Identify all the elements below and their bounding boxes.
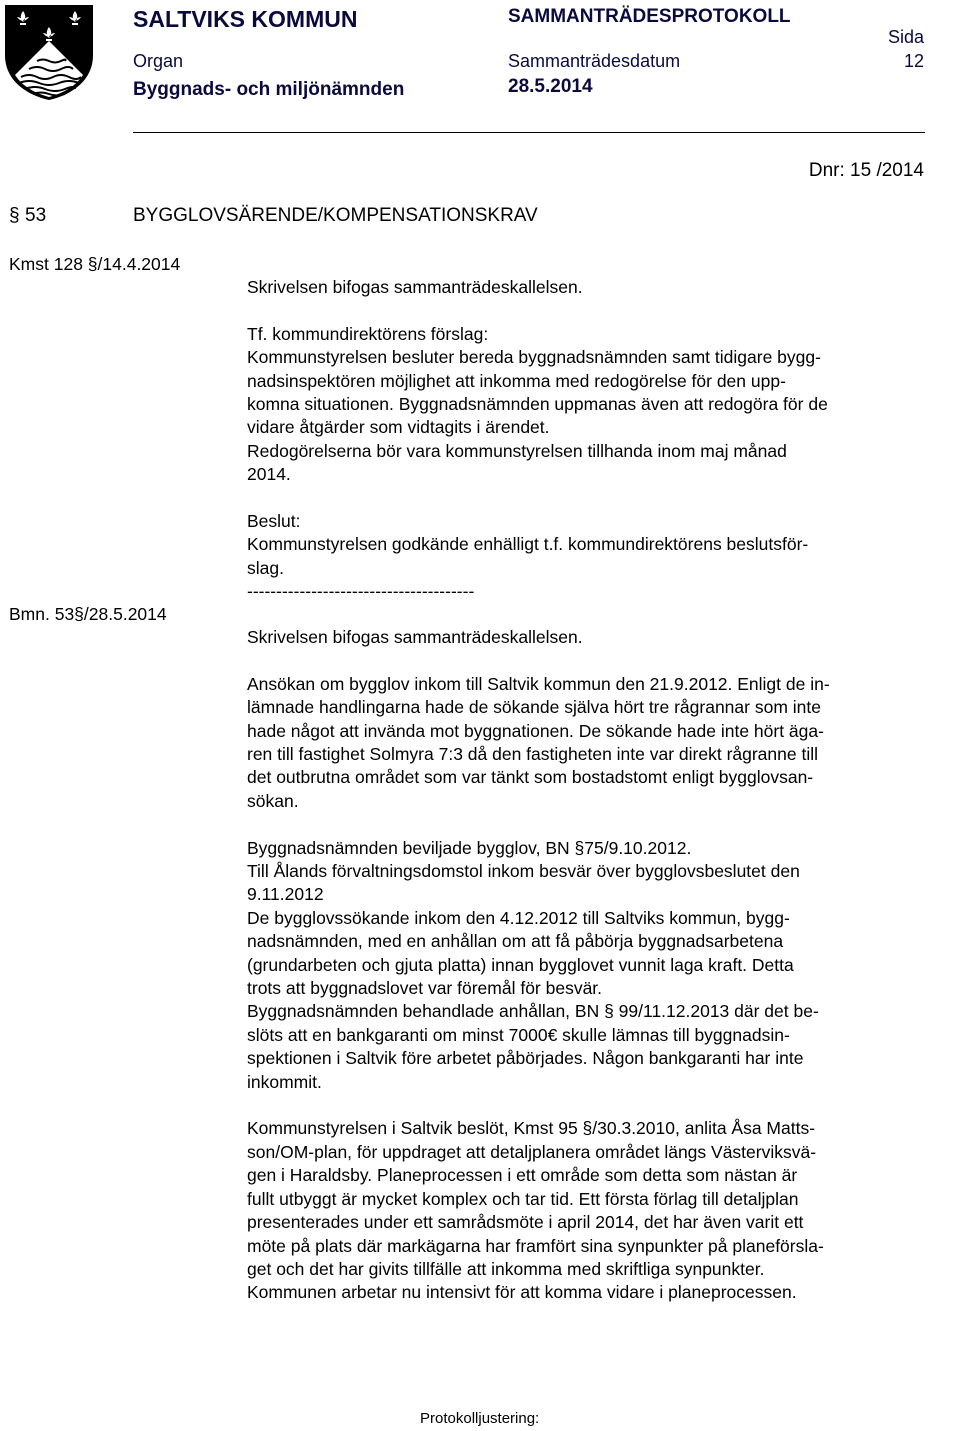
paragraph-line: Byggnadsnämnden beviljade bygglov, BN §75/9.10.2012. xyxy=(247,837,692,858)
paragraph-line: son/OM-plan, för uppdraget att detaljplanera området längs Västerviksvä- xyxy=(247,1141,817,1162)
paragraph-line: (grundarbeten och gjuta platta) innan bygglovet vunnit laga kraft. Detta xyxy=(247,954,794,975)
paragraph-line: slöts att en bankgaranti om minst 7000€ skulle lämnas till byggnadsin- xyxy=(247,1024,790,1045)
protocol-adjustment-label: Protokolljustering: xyxy=(420,1410,540,1427)
paragraph-line: gen i Haraldsby. Planeprocessen i ett område som detta som nästan är xyxy=(247,1165,798,1186)
paragraph-line: lämnade handlingarna hade de sökande själva hört tre rågrannar som inte xyxy=(247,697,821,718)
paragraph-line: Kommunen arbetar nu intensivt för att komma vidare i planeprocessen. xyxy=(247,1282,797,1303)
paragraph-line: De bygglovssökande inkom den 4.12.2012 till Saltviks kommun, bygg- xyxy=(247,907,790,928)
paragraph-line: Byggnadsnämnden behandlade anhållan, BN § 99/11.12.2013 där det be- xyxy=(247,1001,819,1022)
proposal-line: Kommunstyrelsen besluter bereda byggnadsnämnden samt tidigare bygg- xyxy=(247,347,821,368)
page-label: Sida xyxy=(887,27,924,47)
diary-number: Dnr: 15 /2014 xyxy=(808,160,924,181)
municipal-coat-of-arms-logo xyxy=(3,3,95,101)
paragraph-line: det outbrutna området som var tänkt som bostadstomt enligt bygglovsan- xyxy=(247,767,814,788)
paragraph-line: presenterades under ett samrådsmöte i april 2014, det har även varit ett xyxy=(247,1212,804,1233)
meeting-date-value: 28.5.2014 xyxy=(508,76,593,97)
paragraph-line: sökan. xyxy=(247,790,299,811)
paragraph-line: fullt utbyggt är mycket komplex och tar tid. Ett första förlag till detaljplan xyxy=(247,1188,799,1209)
section-title: BYGGLOVSÄRENDE/KOMPENSATIONSKRAV xyxy=(133,205,538,226)
proposal-line: nadsinspektören möjlighet att inkomma med redogörelse för den upp- xyxy=(247,370,786,391)
paragraph-line: ren till fastighet Solmyra 7:3 då den fastigheten inte var direkt rågranne till xyxy=(247,744,819,765)
separator-line: --------------------------------------- xyxy=(247,581,475,602)
page-number: 12 xyxy=(903,51,924,71)
meeting-date-label: Sammanträdesdatum xyxy=(508,51,681,71)
paragraph-line: Kommunstyrelsen i Saltvik beslöt, Kmst 95 §/30.3.2010, anlita Åsa Matts- xyxy=(247,1118,816,1139)
decision-heading: Beslut: xyxy=(247,511,301,532)
bmn-reference: Bmn. 53§/28.5.2014 xyxy=(9,604,167,624)
document-type: SAMMANTRÄDESPROTOKOLL xyxy=(508,6,791,27)
paragraph-line: trots att byggnadslovet var föremål för besvär. xyxy=(247,978,603,999)
paragraph-line: Ansökan om bygglov inkom till Saltvik kommun den 21.9.2012. Enligt de in- xyxy=(247,673,830,694)
kmst-attachment-note: Skrivelsen bifogas sammanträdeskallelsen. xyxy=(247,277,583,297)
header-divider xyxy=(133,132,925,133)
paragraph-line: nadsnämnden, med en anhållan om att få påbörja byggnadsarbetena xyxy=(247,931,784,952)
organ-value: Byggnads- och miljönämnden xyxy=(133,79,405,100)
proposal-line: komna situationen. Byggnadsnämnden uppmanas även att redogöra för de xyxy=(247,394,828,415)
paragraph-line: get och det har givits tillfälle att inkomma med skriftliga synpunkter. xyxy=(247,1258,765,1279)
decision-line: slag. xyxy=(247,557,284,578)
proposal-heading: Tf. kommundirektörens förslag: xyxy=(247,323,489,344)
paragraph-line: möte på plats där markägarna har framfört sina synpunkter på planeförsla- xyxy=(247,1235,824,1256)
paragraph-line: spektionen i Saltvik före arbetet påbörjades. Någon bankgaranti har inte xyxy=(247,1048,804,1069)
paragraph-line: hade något att invända mot byggnationen. De sökande hade inte hört äga- xyxy=(247,720,824,741)
bmn-attachment-note: Skrivelsen bifogas sammanträdeskallelsen. xyxy=(247,627,583,647)
bmn-block xyxy=(247,626,927,1305)
kmst-block xyxy=(247,276,927,604)
proposal-line: vidare åtgärder som vidtagits i ärendet. xyxy=(247,417,550,438)
paragraph-line: Till Ålands förvaltningsdomstol inkom besvär över bygglovsbeslutet den xyxy=(247,861,800,882)
organ-label: Organ xyxy=(133,51,184,71)
decision-line: Kommunstyrelsen godkände enhälligt t.f. kommundirektörens beslutsför- xyxy=(247,534,809,555)
paragraph-line: inkommit. xyxy=(247,1071,322,1092)
kmst-reference: Kmst 128 §/14.4.2014 xyxy=(9,254,181,274)
proposal-line: 2014. xyxy=(247,464,291,485)
section-number: 53 xyxy=(25,205,47,226)
municipality-name: SALTVIKS KOMMUN xyxy=(133,6,358,32)
paragraph-line: 9.11.2012 xyxy=(247,884,324,905)
proposal-line: Redogörelserna bör vara kommunstyrelsen tillhanda inom maj månad xyxy=(247,440,787,461)
section-symbol: § xyxy=(9,205,20,226)
